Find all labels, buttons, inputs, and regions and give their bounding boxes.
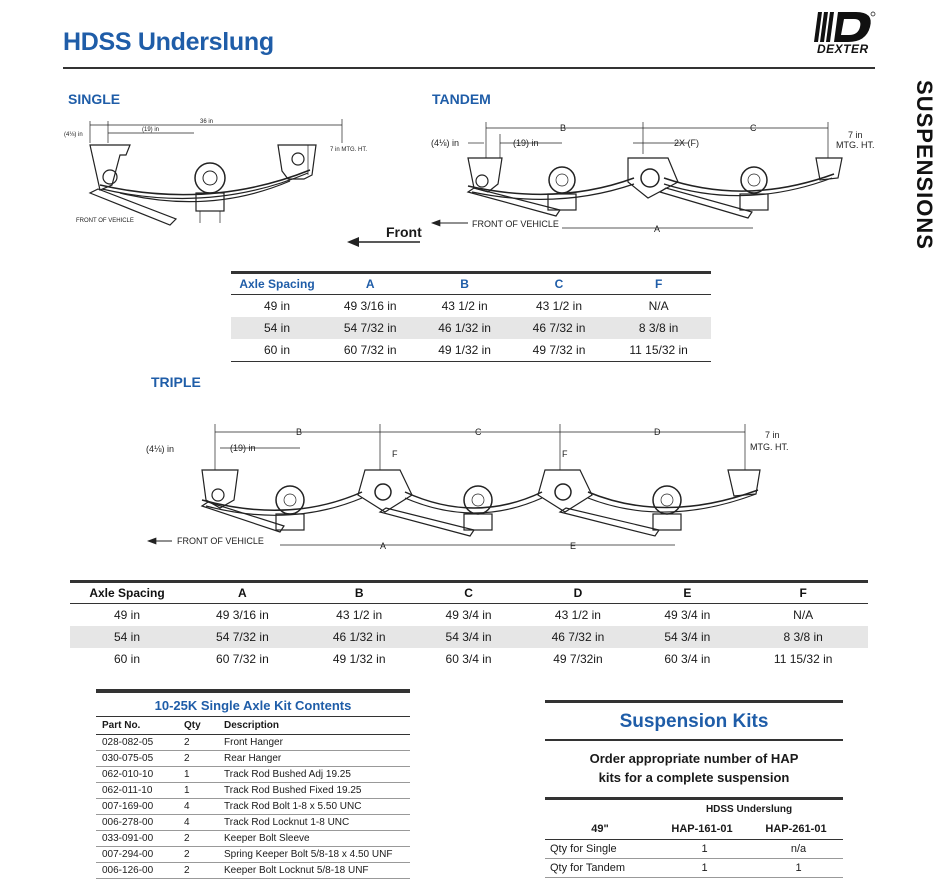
single-dim-lead: (4⅛) in — [64, 132, 83, 138]
table-cell: N/A — [648, 299, 669, 313]
triple-header-a: A — [184, 582, 301, 604]
table-cell: 43 1/2 in — [554, 608, 601, 622]
table-cell: 60 in — [113, 652, 141, 666]
table-cell: 60 3/4 in — [445, 652, 492, 666]
triple-dim-b: B — [296, 427, 303, 437]
tandem-dim-mtg2: MTG. HT. — [836, 140, 875, 150]
single-front-of-vehicle: FRONT OF VEHICLE — [76, 218, 134, 224]
table-cell: 4 — [178, 815, 218, 831]
table-row — [96, 799, 410, 815]
triple-dim-lead: (4⅛) in — [146, 444, 175, 454]
triple-dim-f1: F — [392, 449, 398, 459]
table-cell: 54 7/32 in — [184, 626, 301, 648]
table-cell: 49 1/32 in — [332, 652, 386, 666]
subtitle-line-2: kits for a complete suspension — [598, 770, 790, 785]
table-cell: 062-010-10 — [96, 767, 178, 783]
table-row — [96, 767, 410, 783]
suspension-kits-title: Suspension Kits — [545, 700, 843, 741]
table-cell: 60 in — [231, 339, 323, 362]
triple-header-c: C — [418, 582, 520, 604]
table-cell: Track Rod Bushed Fixed 19.25 — [218, 783, 410, 799]
table-cell: Keeper Bolt Sleeve — [218, 831, 410, 847]
tandem-dim-19: (19) in — [513, 138, 539, 148]
table-row — [96, 863, 410, 879]
tandem-dim-a: A — [654, 224, 661, 234]
table-cell: Front Hanger — [218, 735, 410, 751]
triple-suspension-diagram — [140, 420, 820, 555]
side-tab — [904, 70, 944, 260]
table-row — [70, 604, 868, 627]
table-cell: 46 7/32 in — [520, 626, 637, 648]
triple-dim-c: C — [475, 427, 482, 437]
title-divider — [63, 67, 875, 69]
single-dim-mtg: 7 in MTG. HT. — [330, 147, 368, 153]
triple-spec-table — [70, 580, 868, 670]
triple-header-b: B — [301, 582, 418, 604]
triple-dim-mtg2: MTG. HT. — [750, 442, 789, 452]
table-cell: 43 1/2 in — [535, 299, 583, 313]
tandem-dim-lead: (4⅛) in — [431, 138, 460, 148]
logo-text: DEXTER — [817, 42, 869, 56]
table-cell: Keeper Bolt Locknut 5/8-18 UNF — [218, 863, 410, 879]
kit-header-part: Part No. — [96, 717, 178, 735]
suspension-header-kit2: HAP-261-01 — [749, 819, 843, 840]
triple-dim-mtg1: 7 in — [765, 430, 780, 440]
table-cell: Track Rod Locknut 1-8 UNC — [218, 815, 410, 831]
suspension-header-size: 49" — [545, 819, 655, 840]
suspension-header-kit1: HAP-161-01 — [655, 819, 749, 840]
table-row — [545, 840, 843, 859]
table-cell: 60 7/32 in — [216, 652, 269, 666]
triple-label: TRIPLE — [151, 374, 201, 390]
single-suspension-diagram — [60, 115, 368, 235]
page-title: HDSS Underslung — [63, 28, 274, 56]
table-cell: 46 1/32 in — [301, 626, 418, 648]
table-cell: 46 7/32 in — [512, 317, 606, 339]
triple-dim-f2: F — [562, 449, 568, 459]
suspension-kits-subtitle — [545, 741, 843, 797]
kit-contents-panel — [96, 689, 410, 879]
table-cell: 8 3/8 in — [738, 626, 868, 648]
table-cell: 2 — [178, 863, 218, 879]
kit-contents-table — [96, 717, 410, 879]
table-cell: 11 15/32 in — [773, 652, 833, 666]
tandem-header-f: F — [606, 273, 711, 295]
kit-header-qty: Qty — [178, 717, 218, 735]
table-cell: 54 3/4 in — [636, 626, 738, 648]
table-cell: Qty for Tandem — [545, 859, 655, 878]
suspension-kits-panel — [545, 700, 843, 878]
triple-dim-d: D — [654, 427, 661, 437]
table-cell: 1 — [178, 783, 218, 799]
table-cell: 60 7/32 in — [323, 339, 417, 362]
table-row — [231, 339, 711, 362]
table-cell: 49 in — [113, 608, 141, 622]
table-cell: 2 — [178, 751, 218, 767]
tandem-dim-c: C — [750, 123, 757, 133]
table-cell: 49 3/4 in — [445, 608, 492, 622]
triple-dim-e: E — [570, 541, 577, 551]
table-cell: 49 3/16 in — [216, 608, 269, 622]
single-dim-overall: 36 in — [200, 119, 214, 125]
table-cell: Qty for Single — [545, 840, 655, 859]
tandem-header-b: B — [417, 273, 511, 295]
table-cell: 033-091-00 — [96, 831, 178, 847]
table-cell: 062-011-10 — [96, 783, 178, 799]
table-row — [96, 783, 410, 799]
tandem-header-axle: Axle Spacing — [231, 273, 323, 295]
table-cell: 007-169-00 — [96, 799, 178, 815]
table-cell: 49 in — [263, 299, 291, 313]
table-cell: 1 — [655, 859, 749, 878]
triple-front-of-vehicle: FRONT OF VEHICLE — [177, 536, 264, 546]
table-row — [96, 831, 410, 847]
table-cell: 1 — [655, 840, 749, 859]
triple-header-d: D — [520, 582, 637, 604]
table-cell: 11 15/32 in — [606, 339, 711, 362]
table-cell: Spring Keeper Bolt 5/8-18 x 4.50 UNF — [218, 847, 410, 863]
table-cell: 006-126-00 — [96, 863, 178, 879]
table-cell: 49 1/32 in — [417, 339, 511, 362]
kit-header-desc: Description — [218, 717, 410, 735]
table-cell: Track Rod Bushed Adj 19.25 — [218, 767, 410, 783]
triple-dim-19: (19) in — [230, 443, 256, 453]
tandem-dim-mtg1: 7 in — [848, 130, 863, 140]
triple-header-e: E — [636, 582, 738, 604]
single-label: SINGLE — [68, 91, 121, 107]
single-dim-19: (19) in — [142, 127, 160, 133]
kit-contents-title: 10-25K Single Axle Kit Contents — [96, 693, 410, 717]
table-cell: 49 3/16 in — [343, 299, 397, 313]
tandem-label: TANDEM — [432, 91, 491, 107]
table-cell: 030-075-05 — [96, 751, 178, 767]
side-tab-label: SUSPENSIONS — [912, 80, 937, 250]
table-cell: 54 in — [70, 626, 184, 648]
table-cell: 43 1/2 in — [336, 608, 383, 622]
tandem-dim-b: B — [560, 123, 567, 133]
tandem-header-a: A — [323, 273, 417, 295]
table-cell: Rear Hanger — [218, 751, 410, 767]
table-cell: 8 3/8 in — [606, 317, 711, 339]
table-row — [231, 295, 711, 318]
table-row — [96, 815, 410, 831]
table-cell: 46 1/32 in — [417, 317, 511, 339]
table-cell: 4 — [178, 799, 218, 815]
triple-header-axle: Axle Spacing — [70, 582, 184, 604]
table-cell: 54 3/4 in — [418, 626, 520, 648]
table-cell: 1 — [178, 767, 218, 783]
tandem-dim-f: 2X (F) — [674, 138, 700, 148]
tandem-front-of-vehicle: FRONT OF VEHICLE — [472, 219, 559, 229]
suspension-group-header: HDSS Underslung — [655, 799, 843, 820]
table-cell: 1 — [749, 859, 843, 878]
front-label: Front — [386, 224, 422, 240]
triple-header-f: F — [738, 582, 868, 604]
table-row — [96, 735, 410, 751]
table-row — [96, 847, 410, 863]
table-cell: n/a — [749, 840, 843, 859]
suspension-kits-table — [545, 797, 843, 878]
table-cell: 007-294-00 — [96, 847, 178, 863]
table-cell: 006-278-00 — [96, 815, 178, 831]
tandem-suspension-diagram — [428, 118, 873, 246]
table-cell: Track Rod Bolt 1-8 x 5.50 UNC — [218, 799, 410, 815]
table-cell: 2 — [178, 847, 218, 863]
tandem-spec-table — [231, 271, 711, 362]
table-cell: 54 in — [231, 317, 323, 339]
table-cell: 60 3/4 in — [664, 652, 711, 666]
table-row — [231, 317, 711, 339]
subtitle-line-1: Order appropriate number of HAP — [589, 751, 799, 766]
tandem-header-c: C — [512, 273, 606, 295]
table-cell: 43 1/2 in — [441, 299, 488, 313]
table-row — [70, 648, 868, 670]
table-cell: 49 3/4 in — [664, 608, 711, 622]
table-cell: 028-082-05 — [96, 735, 178, 751]
triple-dim-a: A — [380, 541, 387, 551]
table-row — [70, 626, 868, 648]
table-cell: 2 — [178, 831, 218, 847]
table-cell: 54 7/32 in — [323, 317, 417, 339]
table-cell: 49 7/32in — [553, 652, 603, 666]
table-row — [96, 751, 410, 767]
table-cell: 49 7/32 in — [512, 339, 606, 362]
table-cell: 2 — [178, 735, 218, 751]
table-cell: N/A — [793, 608, 814, 622]
table-row — [545, 859, 843, 878]
